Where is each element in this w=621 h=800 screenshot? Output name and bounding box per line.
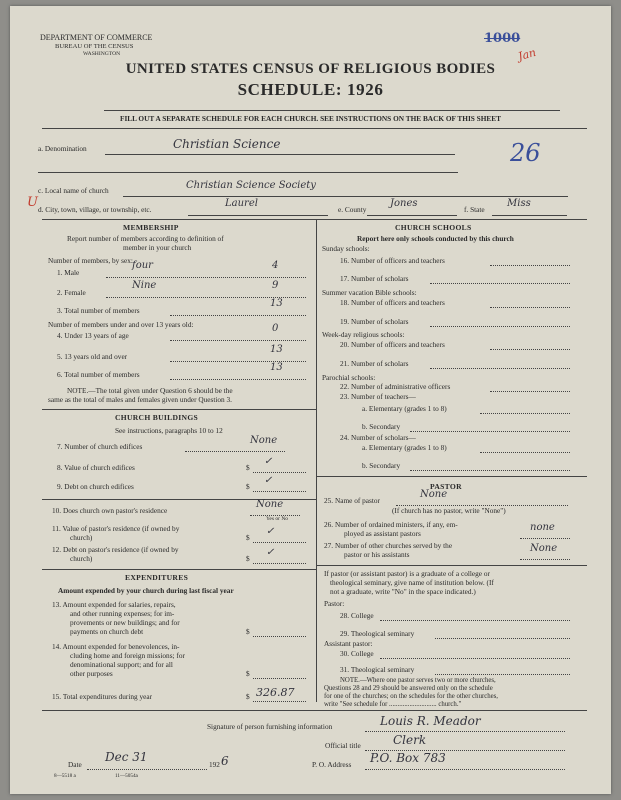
q1-label: 1. Male (57, 268, 80, 277)
q9-dollar: $ (246, 482, 250, 491)
membership-intro-2: member in your church (123, 243, 192, 252)
title-rule (104, 110, 560, 111)
church-name-label: c. Local name of church (38, 186, 109, 195)
official-title-label: Official title (325, 741, 361, 750)
q18-label: 18. Number of officers and teachers (340, 298, 445, 307)
q2-word: Nine (132, 280, 157, 291)
q24b-label: b. Secondary (362, 461, 401, 470)
q15-value: 326.87 (256, 686, 295, 699)
q16-label: 16. Number of officers and teachers (340, 256, 445, 265)
department-label: DEPARTMENT OF COMMERCE (40, 33, 153, 42)
q13-label: 13. Amount expended for salaries, repairs, (52, 600, 176, 609)
q26-label-2: ployed as assistant pastors (344, 529, 421, 538)
city-label: d. City, town, village, or township, etc. (38, 205, 152, 214)
q12-dollar: $ (246, 554, 250, 563)
q28-label: 28. College (340, 611, 374, 620)
address-value: P.O. Box 783 (370, 751, 446, 765)
q12-check: ✓ (266, 547, 275, 558)
membership-note-2: same as the total of males and females given under Question 3. (48, 395, 232, 404)
q23b-label: b. Secondary (362, 422, 401, 431)
year-suffix: 6 (221, 754, 229, 768)
graduate-instruction-2: theological seminary, give name of institution below. (If (330, 578, 494, 587)
q8-label: 8. Value of church edifices (57, 463, 135, 472)
signature-label: Signature of person furnishing information (207, 722, 333, 731)
city-value: Laurel (225, 198, 258, 209)
city-label: WASHINGTON (83, 51, 121, 57)
date-value: Dec 31 (105, 750, 148, 764)
membership-intro: Report number of members according to definition of (67, 234, 224, 243)
pastor-note-4: write "See schedule for ............................ church." (324, 701, 462, 708)
q23-label: 23. Number of teachers— (340, 392, 416, 401)
q14-label-4: other purposes (70, 669, 113, 678)
signature-value: Louis R. Meador (380, 714, 481, 728)
q24-label: 24. Number of scholars— (340, 433, 416, 442)
q3-label: 3. Total number of members (57, 306, 140, 315)
q12-label: 12. Debt on pastor's residence (if owned by (52, 545, 179, 554)
q14-dollar: $ (246, 669, 250, 678)
q4-value: 0 (272, 323, 279, 334)
q24a-label: a. Elementary (grades 1 to 8) (362, 443, 447, 452)
by-sex-label: Number of members, by sex: (48, 256, 133, 265)
q26-value: none (530, 522, 555, 533)
q6-value: 13 (270, 362, 283, 373)
date-label: Date (68, 760, 82, 769)
bureau-label: BUREAU OF THE CENSUS (55, 43, 134, 50)
q12-label-2: church) (70, 554, 93, 563)
pastor-label: Pastor: (324, 599, 345, 608)
denomination-label: a. Denomination (38, 144, 87, 153)
q25-value: None (420, 489, 448, 500)
q27-label: 27. Number of other churches served by the (324, 541, 453, 550)
q17-label: 17. Number of scholars (340, 274, 409, 283)
q7-value: None (250, 435, 278, 446)
q1-value: 4 (272, 260, 279, 271)
q13-label-4: payments on church debt (70, 627, 144, 636)
q2-value: 9 (272, 280, 279, 291)
code-number: 26 (510, 139, 541, 167)
official-title-value: Clerk (393, 733, 427, 747)
header-rule (42, 128, 587, 129)
membership-note: NOTE.—The total given under Question 6 should be the (67, 386, 233, 395)
q5-value: 13 (270, 344, 283, 355)
q31-label: 31. Theological seminary (340, 665, 415, 674)
q21-label: 21. Number of scholars (340, 359, 409, 368)
buildings-heading: CHURCH BUILDINGS (115, 413, 199, 422)
q14-label-2: cluding home and foreign missions; for (70, 651, 185, 660)
q13-dollar: $ (246, 627, 250, 636)
q10-value: None (256, 499, 284, 510)
denomination-value: Christian Science (173, 137, 281, 151)
q13-label-2: and other running expenses; for im- (70, 609, 175, 618)
year-prefix: 192 (209, 760, 220, 769)
q4-label: 4. Under 13 years of age (57, 331, 129, 340)
pastor-note: NOTE.—Where one pastor serves two or more churches, (340, 677, 496, 684)
schools-intro: Report here only schools conducted by this church (357, 234, 514, 243)
schedule-year: SCHEDULE: 1926 (237, 80, 384, 99)
q26-label: 26. Number of ordained ministers, if any, em- (324, 520, 458, 529)
q9-label: 9. Debt on church edifices (57, 482, 134, 491)
census-schedule-page (10, 6, 611, 794)
q13-label-3: provements or new buildings; and for (70, 618, 180, 627)
q11-dollar: $ (246, 533, 250, 542)
parochial-label: Parochial schools: (322, 373, 376, 382)
stamp-number: 1000 (484, 31, 521, 46)
q22-label: 22. Number of administrative officers (340, 382, 451, 391)
schools-heading: CHURCH SCHOOLS (395, 223, 472, 232)
q1-word: four (132, 260, 153, 271)
age-intro: Number of members under and over 13 years old: (48, 320, 194, 329)
address-label: P. O. Address (312, 760, 352, 769)
church-name-value: Christian Science Society (186, 180, 316, 191)
q2-label: 2. Female (57, 288, 86, 297)
q19-label: 19. Number of scholars (340, 317, 409, 326)
graduate-instruction: If pastor (or assistant pastor) is a graduate of a college or (324, 569, 490, 578)
q27-value: None (530, 543, 558, 554)
q7-label: 7. Number of church edifices (57, 442, 143, 451)
print-number: 11—5054a (115, 773, 138, 779)
stamp-note: Jan (516, 45, 538, 64)
q23a-label: a. Elementary (grades 1 to 8) (362, 404, 447, 413)
assistant-pastor-label: Assistant pastor: (324, 639, 373, 648)
q10-label: 10. Does church own pastor's residence (52, 506, 168, 515)
summer-label: Summer vacation Bible schools: (322, 288, 417, 297)
pastor-note-3: for one of the churches; on the schedules for the other churches, (324, 693, 499, 700)
q5-label: 5. 13 years old and over (57, 352, 128, 361)
q14-label: 14. Amount expended for benevolences, in- (52, 642, 180, 651)
membership-heading: MEMBERSHIP (123, 223, 179, 232)
q14-label-3: denominational support; and for all (70, 660, 173, 669)
pastor-heading: PASTOR (430, 482, 462, 491)
q15-dollar: $ (246, 692, 250, 701)
weekday-label: Week-day religious schools: (322, 330, 405, 339)
q20-label: 20. Number of officers and teachers (340, 340, 445, 349)
q8-dollar: $ (246, 463, 250, 472)
q25-label: 25. Name of pastor (324, 496, 380, 505)
graduate-instruction-3: not a graduate, write "No" in the space indicated.) (330, 587, 476, 596)
buildings-intro: See instructions, paragraphs 10 to 12 (115, 426, 223, 435)
q11-check: ✓ (266, 526, 275, 537)
county-label: e. County (338, 205, 367, 214)
expenditures-heading: EXPENDITURES (125, 573, 189, 582)
sunday-label: Sunday schools: (322, 244, 370, 253)
column-divider (316, 219, 317, 702)
separate-schedule-instruction: FILL OUT A SEPARATE SCHEDULE FOR EACH CHURCH. SEE INSTRUCTIONS ON THE BACK OF THIS SHEET (119, 114, 501, 123)
county-value: Jones (390, 198, 418, 209)
q27-label-2: pastor or his assistants (344, 550, 410, 559)
q29-label: 29. Theological seminary (340, 629, 415, 638)
form-title: UNITED STATES CENSUS OF RELIGIOUS BODIES (125, 61, 496, 77)
yes-no-hint: Yes or No (266, 516, 289, 522)
q11-label-2: church) (70, 533, 93, 542)
q15-label: 15. Total expenditures during year (52, 692, 153, 701)
q6-label: 6. Total number of members (57, 370, 140, 379)
q9-check: ✓ (264, 475, 273, 486)
expenditures-intro: Amount expended by your church during last fiscal year (58, 586, 234, 595)
q11-label: 11. Value of pastor's residence (if owned by (52, 524, 180, 533)
q30-label: 30. College (340, 649, 374, 658)
q3-value: 13 (270, 298, 283, 309)
pastor-note-2: Questions 28 and 29 should be answered only on the schedule (324, 685, 493, 692)
state-value: Miss (507, 198, 531, 209)
form-number: 8—5518 a (54, 773, 76, 779)
state-label: f. State (464, 205, 485, 214)
margin-mark: U (27, 195, 38, 210)
q25-note: (If church has no pastor, write "None") (392, 506, 506, 515)
q8-check: ✓ (264, 456, 273, 467)
